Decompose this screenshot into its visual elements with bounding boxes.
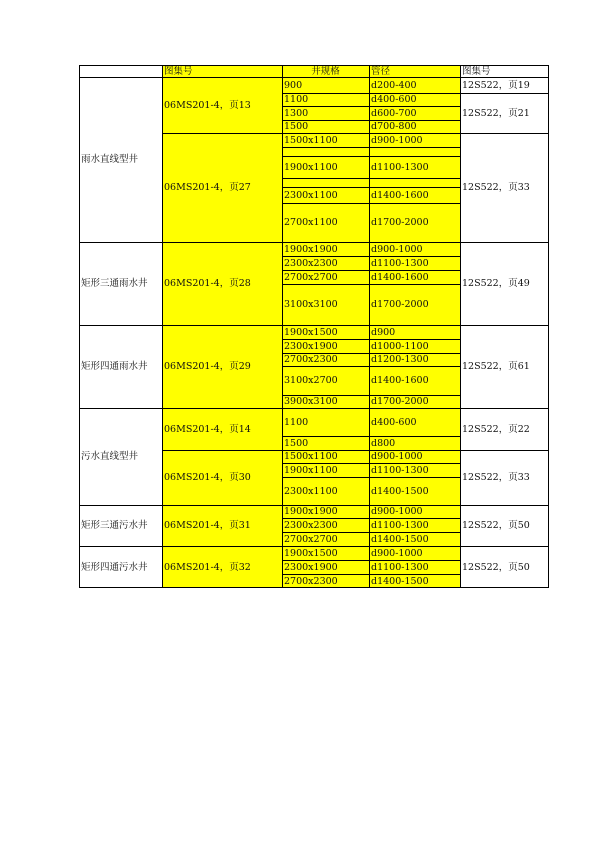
- grid-line: [79, 65, 80, 588]
- spec-cell: 2700x2300: [282, 353, 369, 366]
- ref-cell: 12S522，页22: [462, 423, 530, 435]
- pipe-cell: d900-1000: [369, 242, 460, 256]
- grid-line: [282, 339, 460, 340]
- pipe-cell: d1400-1600: [369, 366, 460, 395]
- grid-line: [460, 93, 549, 94]
- pipe-cell: d200-400: [369, 77, 460, 93]
- spec-cell: 2300x2300: [282, 518, 369, 532]
- atlas-cell: 06MS201-4，页29: [162, 325, 282, 408]
- grid-line: [282, 463, 460, 464]
- ref-cell: 12S522，页21: [462, 107, 530, 119]
- spec-cell: 1900x1500: [282, 546, 369, 560]
- pipe-cell: d1100-1300: [369, 560, 460, 574]
- grid-line: [369, 65, 370, 588]
- pipe-cell: d900-1000: [369, 546, 460, 560]
- pipe-cell: d800: [369, 436, 460, 450]
- pipe-cell: d400-600: [369, 408, 460, 436]
- spec-cell: 1900x1900: [282, 505, 369, 518]
- grid-line: [282, 353, 460, 354]
- pipe-cell: d1100-1300: [369, 518, 460, 532]
- category-cell: 矩形四通污水井: [81, 561, 148, 573]
- spec-table: [79, 65, 549, 588]
- spec-blank-cell: [282, 147, 369, 156]
- pipe-cell: d1400-1500: [369, 532, 460, 546]
- header-pipe: 管径: [369, 65, 460, 77]
- header-atlas-2: 图集号: [462, 65, 491, 77]
- grid-line: [79, 77, 549, 78]
- grid-line: [79, 546, 549, 547]
- atlas-cell: 06MS201-4，页14: [162, 408, 282, 450]
- ref-cell: 12S522，页49: [462, 278, 530, 289]
- pipe-cell: d1100-1300: [369, 156, 460, 178]
- grid-line: [162, 450, 549, 451]
- ref-cell: 12S522，页33: [462, 182, 530, 193]
- pipe-cell: d1700-2000: [369, 284, 460, 325]
- pipe-cell: d1700-2000: [369, 395, 460, 408]
- spec-cell: 1900x1900: [282, 242, 369, 256]
- spec-cell: 1900x1100: [282, 156, 369, 178]
- spec-cell: 1900x1100: [282, 463, 369, 477]
- header-atlas-1: 图集号: [162, 65, 282, 77]
- grid-line: [282, 65, 283, 588]
- ref-cell: 12S522，页50: [462, 520, 530, 531]
- category-cell: 矩形三通污水井: [81, 520, 148, 531]
- spec-cell: 2300x2300: [282, 256, 369, 270]
- spec-cell: 1100: [282, 408, 369, 436]
- pipe-cell: d1400-1600: [369, 270, 460, 284]
- grid-line: [79, 587, 549, 588]
- pipe-cell: d1100-1300: [369, 256, 460, 270]
- category-cell: 矩形四通雨水井: [81, 361, 148, 372]
- pipe-blank-cell: [369, 147, 460, 156]
- grid-line: [79, 325, 549, 326]
- grid-line: [282, 477, 460, 478]
- ref-cell: 12S522，页50: [462, 561, 530, 573]
- grid-line: [162, 133, 549, 134]
- grid-line: [548, 65, 549, 588]
- pipe-cell: d900-1000: [369, 450, 460, 463]
- spec-cell: 1900x1500: [282, 325, 369, 339]
- spec-cell: 1500: [282, 120, 369, 133]
- spec-cell: 1500: [282, 436, 369, 450]
- grid-line: [282, 106, 460, 107]
- grid-line: [282, 93, 460, 94]
- pipe-cell: d700-800: [369, 120, 460, 133]
- grid-line: [282, 366, 460, 367]
- grid-line: [282, 518, 460, 519]
- grid-line: [282, 178, 460, 179]
- pipe-cell: d900-1000: [369, 505, 460, 518]
- grid-line: [282, 203, 460, 204]
- spec-cell: 2700x2700: [282, 532, 369, 546]
- spec-cell: 2300x1100: [282, 477, 369, 505]
- grid-line: [79, 505, 549, 506]
- spec-cell: 2300x1100: [282, 187, 369, 203]
- pipe-cell: d1400-1600: [369, 187, 460, 203]
- grid-line: [162, 65, 163, 588]
- grid-line: [282, 560, 460, 561]
- atlas-cell: 06MS201-4，页30: [162, 450, 282, 505]
- grid-line: [282, 532, 460, 533]
- ref-cell: 12S522，页19: [462, 79, 530, 91]
- spec-cell: 3100x3100: [282, 284, 369, 325]
- pipe-cell: d400-600: [369, 93, 460, 106]
- grid-line: [282, 147, 460, 148]
- grid-line: [282, 156, 460, 157]
- grid-line: [282, 395, 460, 396]
- pipe-blank-cell: [369, 178, 460, 187]
- grid-line: [282, 187, 460, 188]
- pipe-cell: d900: [369, 325, 460, 339]
- atlas-cell: 06MS201-4，页31: [162, 505, 282, 546]
- grid-line: [282, 120, 460, 121]
- grid-line: [460, 65, 461, 588]
- pipe-cell: d1100-1300: [369, 463, 460, 477]
- spec-cell: 1100: [282, 93, 369, 106]
- ref-cell: 12S522，页33: [462, 472, 530, 483]
- spec-cell: 3900x3100: [282, 395, 369, 408]
- pipe-cell: d600-700: [369, 106, 460, 120]
- pipe-cell: d1400-1500: [369, 574, 460, 588]
- spec-cell: 2700x2300: [282, 574, 369, 588]
- category-cell: 污水直线型井: [81, 451, 139, 462]
- header-spec: 井规格: [282, 65, 369, 77]
- pipe-cell: d900-1000: [369, 133, 460, 147]
- spec-cell: 1500x1100: [282, 133, 369, 147]
- spec-cell: 1300: [282, 106, 369, 120]
- spec-cell: 2300x1900: [282, 560, 369, 574]
- spec-cell: 3100x2700: [282, 366, 369, 395]
- spec-cell: 1500x1100: [282, 450, 369, 463]
- grid-line: [79, 408, 549, 409]
- spec-cell: 900: [282, 77, 369, 93]
- grid-line: [79, 242, 549, 243]
- spec-cell: 2700x2700: [282, 270, 369, 284]
- grid-line: [282, 436, 460, 437]
- grid-line: [282, 574, 460, 575]
- atlas-cell: 06MS201-4，页27: [162, 133, 282, 242]
- spec-cell: 2700x1100: [282, 203, 369, 242]
- category-cell: 雨水直线型井: [81, 154, 139, 165]
- pipe-cell: d1000-1100: [369, 339, 460, 353]
- grid-line: [282, 256, 460, 257]
- grid-line: [282, 284, 460, 285]
- spec-cell: 2300x1900: [282, 339, 369, 353]
- pipe-cell: d1700-2000: [369, 203, 460, 242]
- atlas-cell: 06MS201-4，页28: [162, 242, 282, 325]
- category-cell: 矩形三通雨水井: [81, 278, 148, 289]
- grid-line: [79, 65, 549, 66]
- atlas-cell: 06MS201-4，页13: [162, 77, 282, 133]
- pipe-cell: d1400-1500: [369, 477, 460, 505]
- atlas-cell: 06MS201-4，页32: [162, 546, 282, 588]
- ref-cell: 12S522，页61: [462, 361, 530, 372]
- pipe-cell: d1200-1300: [369, 353, 460, 366]
- grid-line: [282, 270, 460, 271]
- spec-blank-cell: [282, 178, 369, 187]
